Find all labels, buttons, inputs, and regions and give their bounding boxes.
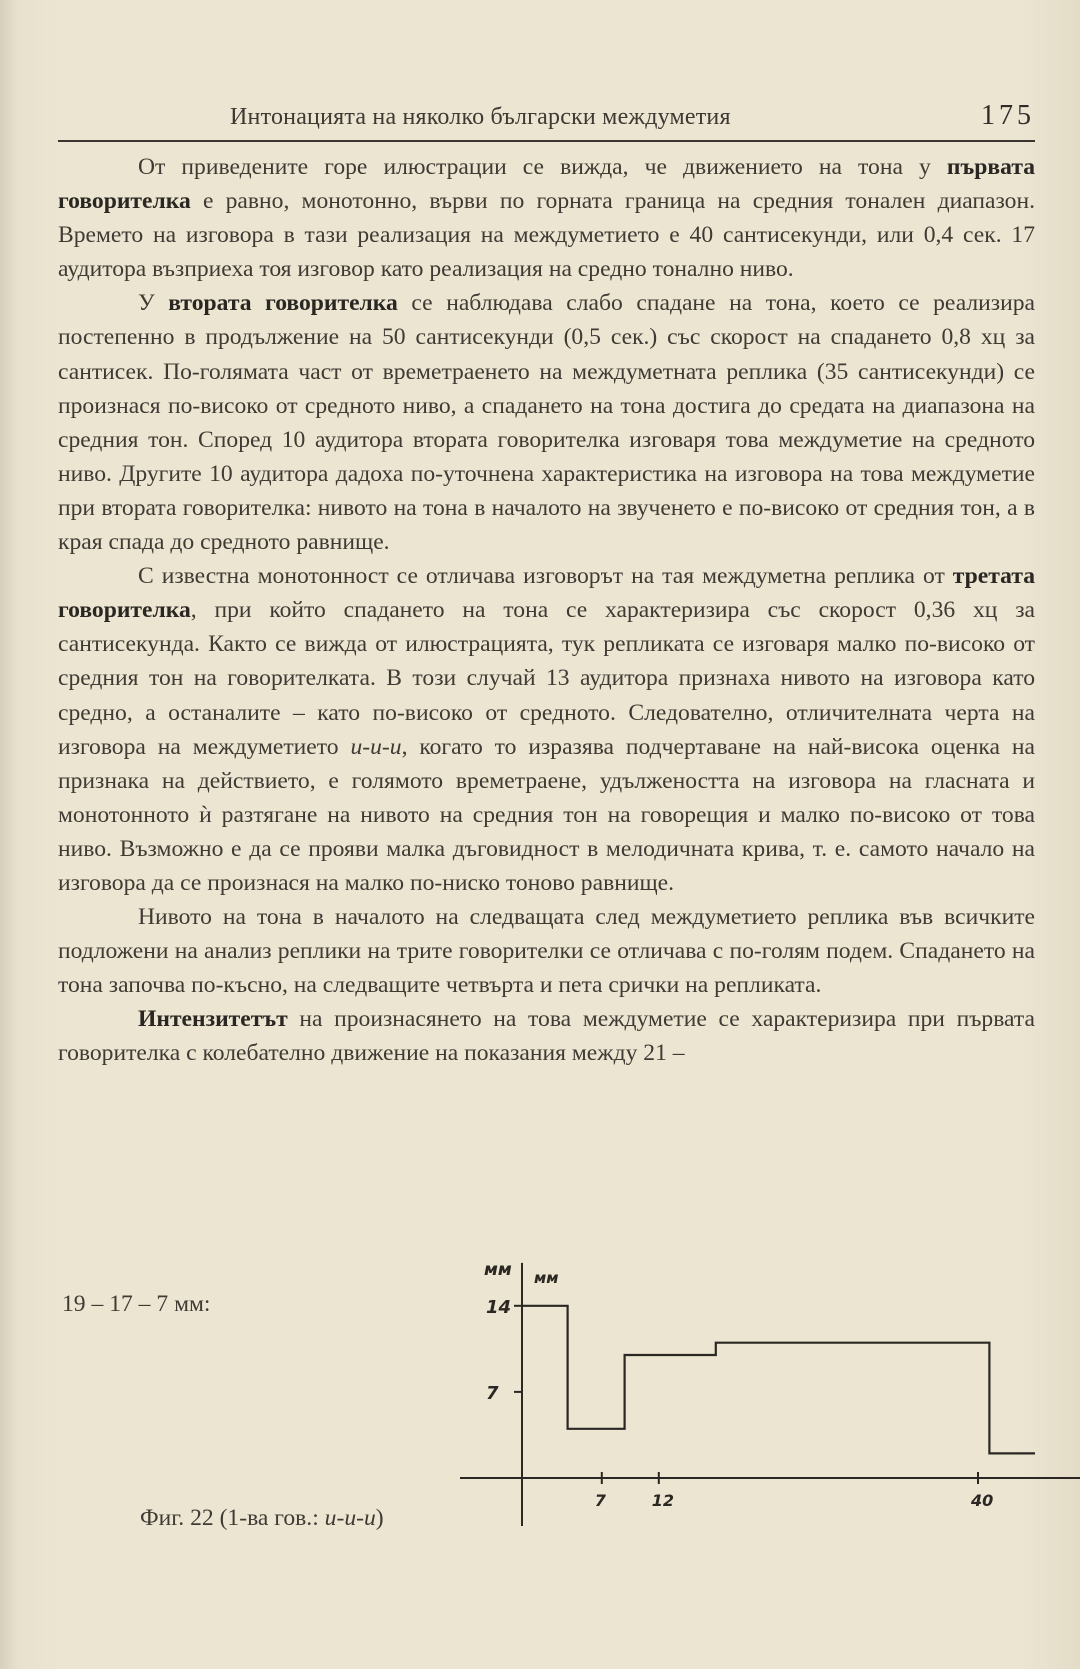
x-tick-label-40: 40 <box>971 1491 994 1510</box>
running-head: Интонацията на няколко български междуметия <box>230 104 731 130</box>
bold-term: Интензитетът <box>138 1006 288 1033</box>
caption-italic: и-и-и <box>324 1505 376 1531</box>
page-number: 175 <box>981 100 1035 131</box>
text-run: У <box>138 290 169 317</box>
x-tick-label-7: 7 <box>594 1491 606 1510</box>
text-run: , когато то изразява подчертаване на най-висока оценка на признака на действието, е голямото времетраене, удължеността на изговора на гласната и монотонното ѝ разтягане на нивото на средния тон на говорещия и малко по-високо от това ниво. Възможно е да се прояви малка дъговидност в мелодичната крива, т. е. самото начало на изговора да се произнася на малко по-ниско тоново равнище. <box>58 733 1035 896</box>
values-line: 19 – 17 – 7 мм: <box>62 1291 211 1317</box>
text-run: От приведените горе илюстрации се вижда, че движението на тона у <box>138 154 947 180</box>
bold-term: втората говорителка <box>168 290 398 317</box>
intensity-chart <box>440 1259 994 1540</box>
figure-caption <box>140 1505 384 1532</box>
y-axis-unit-label: мм <box>484 1259 512 1280</box>
paragraph-5 <box>58 1002 1035 1070</box>
y-tick-label-14: 14 <box>486 1296 512 1318</box>
y-tick-label-7: 7 <box>486 1382 499 1404</box>
paragraph-3 <box>58 559 1035 900</box>
body-text <box>58 150 1035 1071</box>
text-run: С известна монотонност се отличава изговорът на тая междуметна реплика от <box>138 563 953 590</box>
x-tick-label-12: 12 <box>651 1491 675 1510</box>
text-run: на произнасянето на това междуметие се характеризира при първата говорителка с колебателно движение на показания между 21 – <box>58 1006 1035 1067</box>
bold-term: третата говорителка <box>58 563 1035 624</box>
text-run: е равно, монотонно, върви по горната граница на средния тонален диапазон. Времето на изговора в тази реализация на междуметието е 40 сантисекунди, или 0,4 сек. 17 аудитора възприеха тоя изговор като реализация на средно тонално ниво. <box>58 188 1035 283</box>
text-run: , при който спадането на тона се характеризира със скорост 0,36 хц за сантисекунда. Както се вижда от илюстрацията, тук репликата се изговаря малко по-високо от средния тон на говорителката. В този случай 13 аудитора признаха нивото на изговора като средно, а останалите – като по-високо от средното. Следователно, отличителната черта на изговора на междуметието <box>58 597 1035 760</box>
intensity-series-line <box>522 1306 1035 1454</box>
y-axis-unit-label-2: мм <box>534 1268 559 1287</box>
paragraph-4 <box>58 900 1035 1002</box>
y-ticks <box>486 1297 522 1404</box>
italic-term: и-и-и <box>350 733 402 760</box>
caption-suffix: ) <box>375 1505 384 1531</box>
page-header <box>58 98 1035 142</box>
intensity-figure <box>440 1259 994 1540</box>
paragraph-2 <box>58 286 1035 559</box>
text-run: се наблюдава слабо спадане на тона, което се реализира постепенно в продължение на 50 сантисекунди (0,5 сек.) със скорост на спадането 0,8 хц за сантисек. По-голямата част от времетраенето на междуметната реплика (35 сантисекунди) се произнася по-високо от средното ниво, а спадането на тона достига до средата на диапазона на средния тон. Според 10 аудитора втората говорителка изговаря това междуметие на средното ниво. Другите 10 аудитора дадоха по-уточнена характеристика на изговора на това междуметие при втората говорителка: нивото на тона в началото на звученето е по-високо от средния тон, а в края спада до средното равнище. <box>58 290 1035 556</box>
paragraph-1 <box>58 150 1035 286</box>
bold-term: първата говорителка <box>58 154 1035 215</box>
text-run: Нивото на тона в началото на следващата след междуметието реплика във всичките подложени на анализ реплики на трите говорителки се отличава с по-голям подем. Спадането на тона започва по-късно, на следващите четвърта и пета срички на репликата. <box>58 904 1035 999</box>
caption-prefix: Фиг. 22 (1-ва гов.: <box>140 1505 325 1531</box>
